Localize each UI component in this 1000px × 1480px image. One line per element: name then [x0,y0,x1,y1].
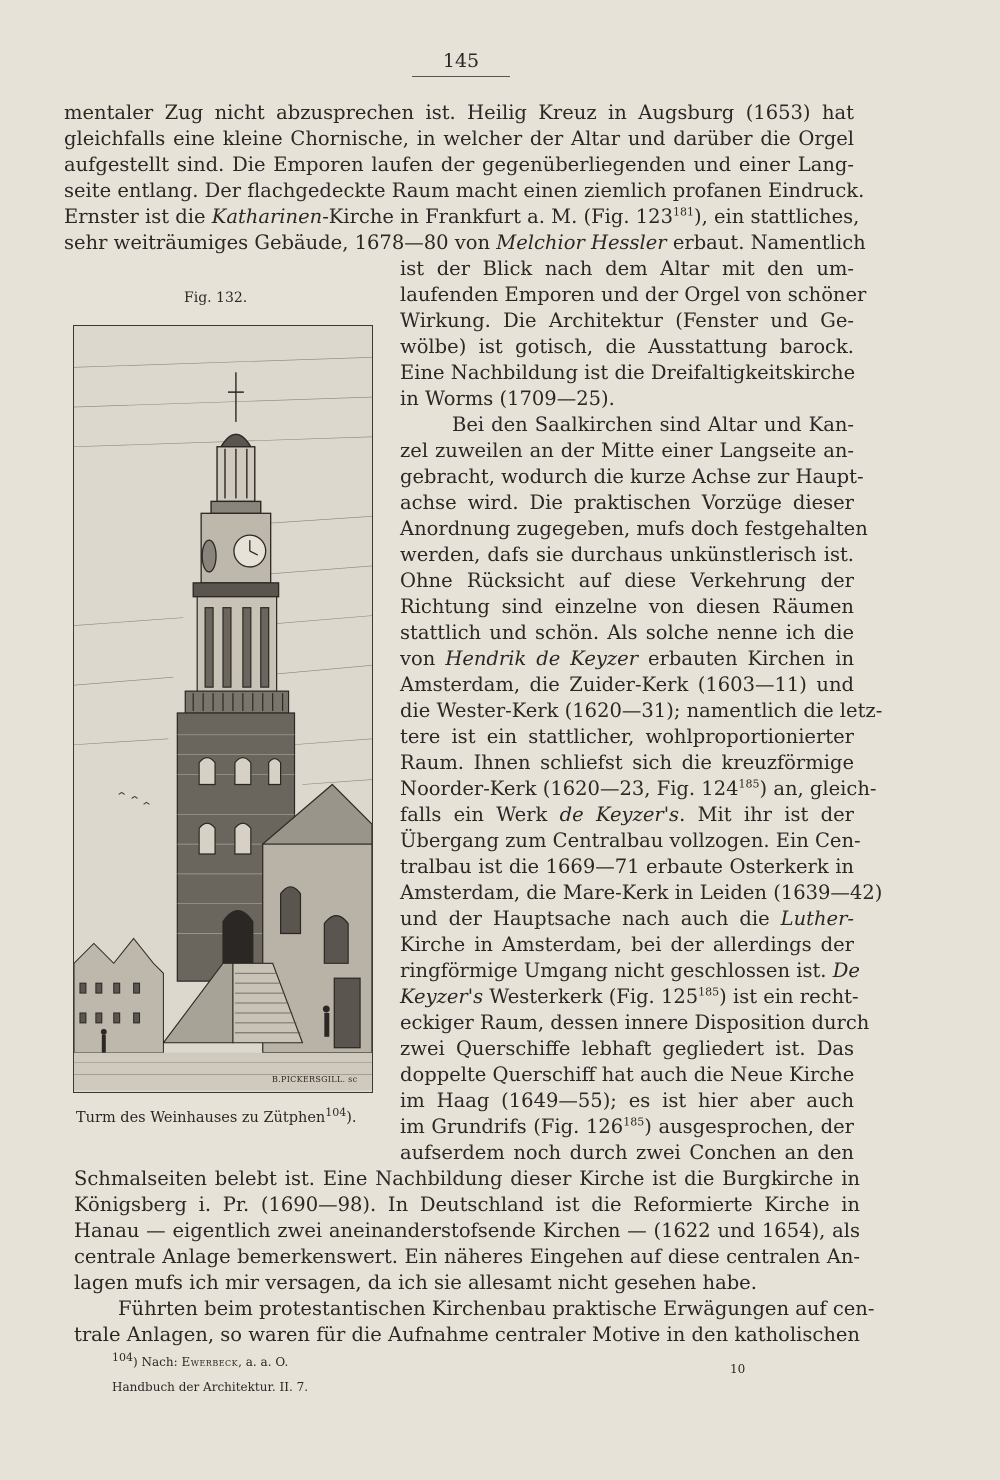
text-line: tere ist ein stattlicher, wohlproportionierter [400,725,854,748]
caption-text: Turm des Weinhauses zu Zütphen [76,1110,326,1126]
text-segment: ), ein stattliches, [693,205,860,228]
text-line [64,204,860,230]
caption-footnote-ref: 104 [325,1106,347,1120]
text-line [400,958,860,984]
italic-name: de Keyzer's [559,803,680,826]
text-line: Amsterdam, die Mare-Kerk in Leiden (1639—42) [400,881,883,904]
text-line: aufserdem noch durch zwei Conchen an den [400,1141,854,1164]
text-line: zel zuweilen an der Mitte einer Langseite an- [400,439,854,462]
footnote [112,1351,289,1369]
text-line: Hanau — eigentlich zwei aneinanderstofsende Kirchen — (1622 und 1654), als [74,1219,860,1242]
footnote-ref: 185 [698,985,720,999]
text-line: zwei Querschiffe lebhaft gegliedert ist. Das [400,1037,854,1060]
text-line: stattlich und schön. Als solche nenne ich die [400,621,854,644]
paragraph-start: Bei den Saalkirchen sind Altar und Kan- [452,413,854,436]
text-line: Kirche in Amsterdam, bei der allerdings der [400,933,854,956]
italic-name: Luther- [780,907,854,930]
text-segment: Westerkerk (Fig. 125 [483,985,699,1008]
text-line: eckiger Raum, dessen innere Disposition durch [400,1011,870,1034]
text-segment: erbaut. Namentlich [666,231,866,254]
text-line: seite entlang. Der flachgedeckte Raum macht einen ziemlich profanen Eindruck. [64,179,865,202]
text-line: achse wird. Die praktischen Vorzüge dieser [400,491,854,514]
text-line [400,906,854,932]
text-segment: Ernster ist die [64,205,212,228]
tower-illustration [74,326,372,1092]
text-line [400,802,854,828]
text-segment: ) ist ein recht- [719,985,859,1008]
text-line: centrale Anlage bemerkenswert. Ein näheres Eingehen auf diese centralen An- [74,1245,860,1268]
footnote-text: , a. a. O. [238,1355,289,1369]
text-segment: im Grundrifs (Fig. 126 [400,1115,624,1138]
footnote-text: ) Nach: [133,1355,182,1369]
text-line [400,984,859,1010]
caption-end: ). [346,1110,357,1126]
text-segment: von [400,647,446,670]
text-line: wölbe) ist gotisch, die Ausstattung barock. [400,335,854,358]
figure-tower-engraving [73,325,373,1093]
text-segment: ) ausgesprochen, der [644,1115,854,1138]
text-line: Eine Nachbildung ist die Dreifaltigkeitskirche [400,361,856,384]
text-line: Richtung sind einzelne von diesen Räumen [400,595,854,618]
text-line: doppelte Querschiff hat auch die Neue Kirche [400,1063,855,1086]
column-stage [185,597,288,713]
text-line [400,646,854,672]
handbook-reference: Handbuch der Architektur. II. 7. [112,1380,309,1394]
text-segment: -Kirche in Frankfurt a. M. (Fig. 123 [322,205,673,228]
text-line: Amsterdam, die Zuider-Kerk (1603—11) und [400,673,854,696]
italic-name: De [832,959,860,982]
text-segment: Noorder-Kerk (1620—23, Fig. 124 [400,777,739,800]
text-segment: und der Hauptsache nach auch die [400,907,781,930]
clock-stage [193,513,278,596]
birds [119,792,150,804]
text-segment: sehr weiträumiges Gebäude, 1678—80 von [64,231,497,254]
text-line: in Worms (1709—25). [400,387,615,410]
text-line: trale Anlagen, so waren für die Aufnahme centraler Motive in den katholischen [74,1323,860,1346]
text-line: im Haag (1649—55); es ist hier aber auch [400,1089,854,1112]
footnote-ref: 185 [738,777,760,791]
italic-name: Keyzer's [400,985,484,1008]
figure-label: Fig. 132. [184,290,248,306]
figure-caption [76,1106,357,1126]
text-line [64,230,866,256]
text-line: Schmalseiten belebt ist. Eine Nachbildung dieser Kirche ist die Burgkirche in [74,1167,860,1190]
text-segment: . Mit ihr ist der [679,803,855,826]
text-line: ist der Blick nach dem Altar mit den um- [400,257,854,280]
text-line: mentaler Zug nicht abzusprechen ist. Heilig Kreuz in Augsburg (1653) hat [64,101,854,124]
text-line: werden, dafs sie durchaus unkünstlerisch ist. [400,543,854,566]
text-line: Wirkung. Die Architektur (Fenster und Ge- [400,309,854,332]
text-line: Ohne Rücksicht auf diese Verkehrung der [400,569,854,592]
text-line: gebracht, wodurch die kurze Achse zur Haupt- [400,465,864,488]
text-line: Anordnung zugegeben, mufs doch festgehalten [400,517,868,540]
text-line: gleichfalls eine kleine Chornische, in welcher der Altar und darüber die Orgel [64,127,854,150]
paragraph-start: Führten beim protestantischen Kirchenbau praktische Erwägungen auf cen- [118,1297,875,1320]
text-segment: ringförmige Umgang nicht geschlossen ist. [400,959,833,982]
page-number: 145 [412,50,510,77]
text-line: laufenden Emporen und der Orgel von schöner [400,283,867,306]
text-line: Raum. Ihnen schliefst sich die kreuzförmige [400,751,854,774]
italic-name: Hendrik de Keyzer [445,647,639,670]
sheet-signature: 10 [730,1362,746,1376]
text-line: Übergang zum Centralbau vollzogen. Ein Cen- [400,829,861,852]
ground [74,1053,372,1091]
footnote-ref: 181 [672,205,694,219]
text-line: aufgestellt sind. Die Emporen laufen der gegenüberliegenden und einer Lang- [64,153,854,176]
text-line: lagen mufs ich mir versagen, da ich sie allesamt nicht gesehen habe. [74,1271,757,1294]
italic-name: Katharinen [211,205,323,228]
footnote-author: Ewerbeck [181,1355,239,1369]
background-houses [74,938,163,1052]
text-line [400,776,877,802]
text-line: Königsberg i. Pr. (1690—98). In Deutschland ist die Reformierte Kirche in [74,1193,860,1216]
italic-name: Melchior Hessler [496,231,667,254]
text-segment: ) an, gleich- [759,777,877,800]
text-segment: erbauten Kirchen in [638,647,855,670]
text-line [400,1114,854,1140]
text-segment: falls ein Werk [400,803,560,826]
text-line: die Wester-Kerk (1620—31); namentlich die letz- [400,699,883,722]
engraver-signature: B.PICKERSGILL. sc [272,1075,358,1084]
text-line: tralbau ist die 1669—71 erbaute Osterkerk in [400,855,854,878]
footnote-ref: 185 [623,1115,645,1129]
tower-spire [211,372,261,513]
footnote-marker: 104 [112,1351,133,1364]
